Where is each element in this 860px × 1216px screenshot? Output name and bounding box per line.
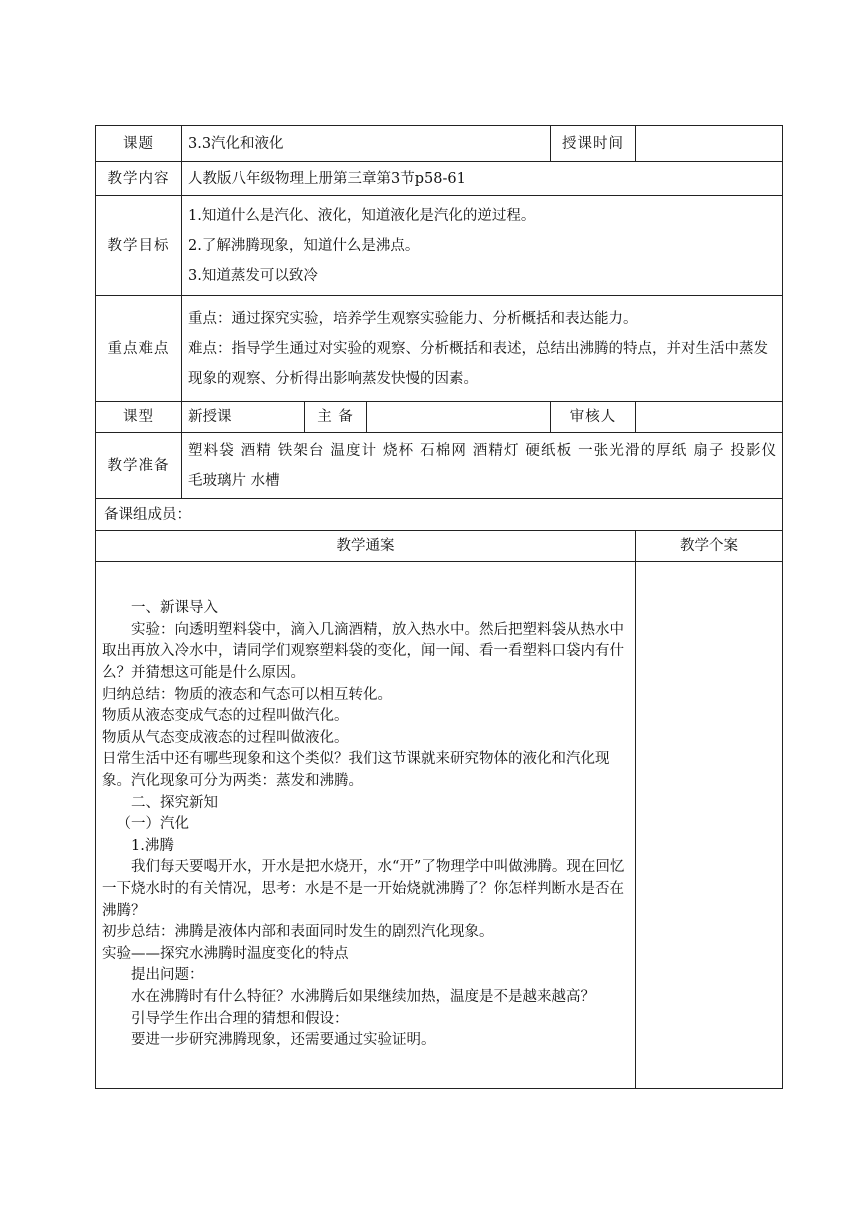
time-value xyxy=(636,126,783,162)
material-item: 硬纸板 xyxy=(525,442,573,459)
plan-paragraph: 我们每天要喝开水，开水是把水烧开，水“开”了物理学中叫做沸腾。现在回忆一下烧水时的有关情况，思考：水是不是一开始烧就沸腾了？你怎样判断水是否在沸腾？ xyxy=(102,859,625,919)
plan-paragraph: 要进一步研究沸腾现象，还需要通过实验证明。 xyxy=(131,1032,436,1049)
objective-item: 3.知道蒸发可以致冷 xyxy=(188,267,318,284)
row-key-points xyxy=(96,296,783,402)
row-content xyxy=(96,162,783,196)
row-headers xyxy=(96,531,783,562)
material-item: 酒精灯 xyxy=(472,442,520,459)
key-point-line: 重点：通过探究实验，培养学生观察实验能力、分析概括和表达能力。 xyxy=(188,310,638,327)
plan-paragraph: 一、新课导入 xyxy=(131,600,218,617)
plan-paragraph: 归纳总结：物质的液态和气态可以相互转化。 xyxy=(102,686,392,703)
objectives-label: 教学目标 xyxy=(96,196,182,296)
content-value: 人教版八年级物理上册第三章第3节p58-61 xyxy=(182,162,783,196)
material-item: 塑料袋 xyxy=(188,442,235,459)
topic-label: 课题 xyxy=(96,126,182,162)
objectives-list xyxy=(182,196,783,296)
personal-plan-body xyxy=(636,562,783,1089)
plan-paragraph: 二、探究新知 xyxy=(131,794,218,811)
plan-paragraph: 实验——探究水沸腾时温度变化的特点 xyxy=(102,945,349,962)
type-value: 新授课 xyxy=(182,402,305,433)
plan-paragraph: 物质从液态变成气态的过程叫做汽化。 xyxy=(102,708,349,725)
prep-label: 教学准备 xyxy=(96,433,182,499)
row-topic xyxy=(96,126,783,162)
plan-paragraph: 水在沸腾时有什么特征？水沸腾后如果继续加热，温度是不是越来越高？ xyxy=(131,988,595,1005)
material-item: 毛玻璃片 xyxy=(188,472,246,489)
topic-value: 3.3汽化和液化 xyxy=(182,126,551,162)
material-item: 石棉网 xyxy=(420,442,467,459)
material-item: 一张光滑的厚纸 xyxy=(578,442,688,459)
material-item: 温度计 xyxy=(330,442,378,459)
objective-item: 2.了解沸腾现象，知道什么是沸点。 xyxy=(188,237,420,254)
reviewer-value xyxy=(636,402,783,433)
plan-paragraph: 日常生活中还有哪些现象和这个类似？我们这节课就来研究物体的液化和汽化现象。汽化现象可分为两类：蒸发和沸腾。 xyxy=(102,751,610,790)
row-type xyxy=(96,402,783,433)
material-item: 投影仪 xyxy=(730,442,777,459)
main-preparer-label: 主 备 xyxy=(305,402,367,433)
type-label: 课型 xyxy=(96,402,182,433)
prep-materials xyxy=(182,433,783,499)
material-item: 水槽 xyxy=(250,472,280,489)
key-points-label: 重点难点 xyxy=(96,296,182,402)
plan-paragraph: 实验：向透明塑料袋中，滴入几滴酒精，放入热水中。然后把塑料袋从热水中取出再放入冷水中，请同学们观察塑料袋的变化，闻一闻、看一看塑料口袋内有什么？并猜想这可能是什么原因。 xyxy=(102,621,624,682)
material-item: 酒精 xyxy=(240,442,272,459)
personal-plan-header: 教学个案 xyxy=(636,531,783,562)
plan-paragraph: （一）汽化 xyxy=(116,816,189,833)
row-objectives xyxy=(96,196,783,296)
row-group xyxy=(96,499,783,531)
plan-paragraph: 引导学生作出合理的猜想和假设： xyxy=(131,1010,349,1027)
plan-paragraph: 初步总结：沸腾是液体内部和表面同时发生的剧烈汽化现象。 xyxy=(102,924,494,941)
row-prep xyxy=(96,433,783,499)
reviewer-label: 审核人 xyxy=(551,402,636,433)
objective-item: 1.知道什么是汽化、液化，知道液化是汽化的逆过程。 xyxy=(188,207,536,224)
common-plan-header: 教学通案 xyxy=(96,531,636,562)
time-label: 授课时间 xyxy=(551,126,636,162)
material-item: 铁架台 xyxy=(277,442,325,459)
plan-paragraph: 提出问题： xyxy=(131,967,204,984)
content-label: 教学内容 xyxy=(96,162,182,196)
plan-paragraph: 1.沸腾 xyxy=(131,837,174,854)
plan-paragraph: 物质从气态变成液态的过程叫做液化。 xyxy=(102,729,349,746)
common-plan-body xyxy=(96,562,636,1089)
difficult-point-line: 难点：指导学生通过对实验的观察、分析概括和表述，总结出沸腾的特点，并对生活中蒸发现象的观察、分析得出影响蒸发快慢的因素。 xyxy=(188,340,768,387)
row-body xyxy=(96,562,783,1089)
material-item: 扇子 xyxy=(693,442,725,459)
material-item: 烧杯 xyxy=(383,442,415,459)
group-members: 备课组成员： xyxy=(96,499,783,531)
lesson-plan-table xyxy=(95,125,783,1089)
key-points-text xyxy=(182,296,783,402)
main-preparer-value xyxy=(367,402,551,433)
